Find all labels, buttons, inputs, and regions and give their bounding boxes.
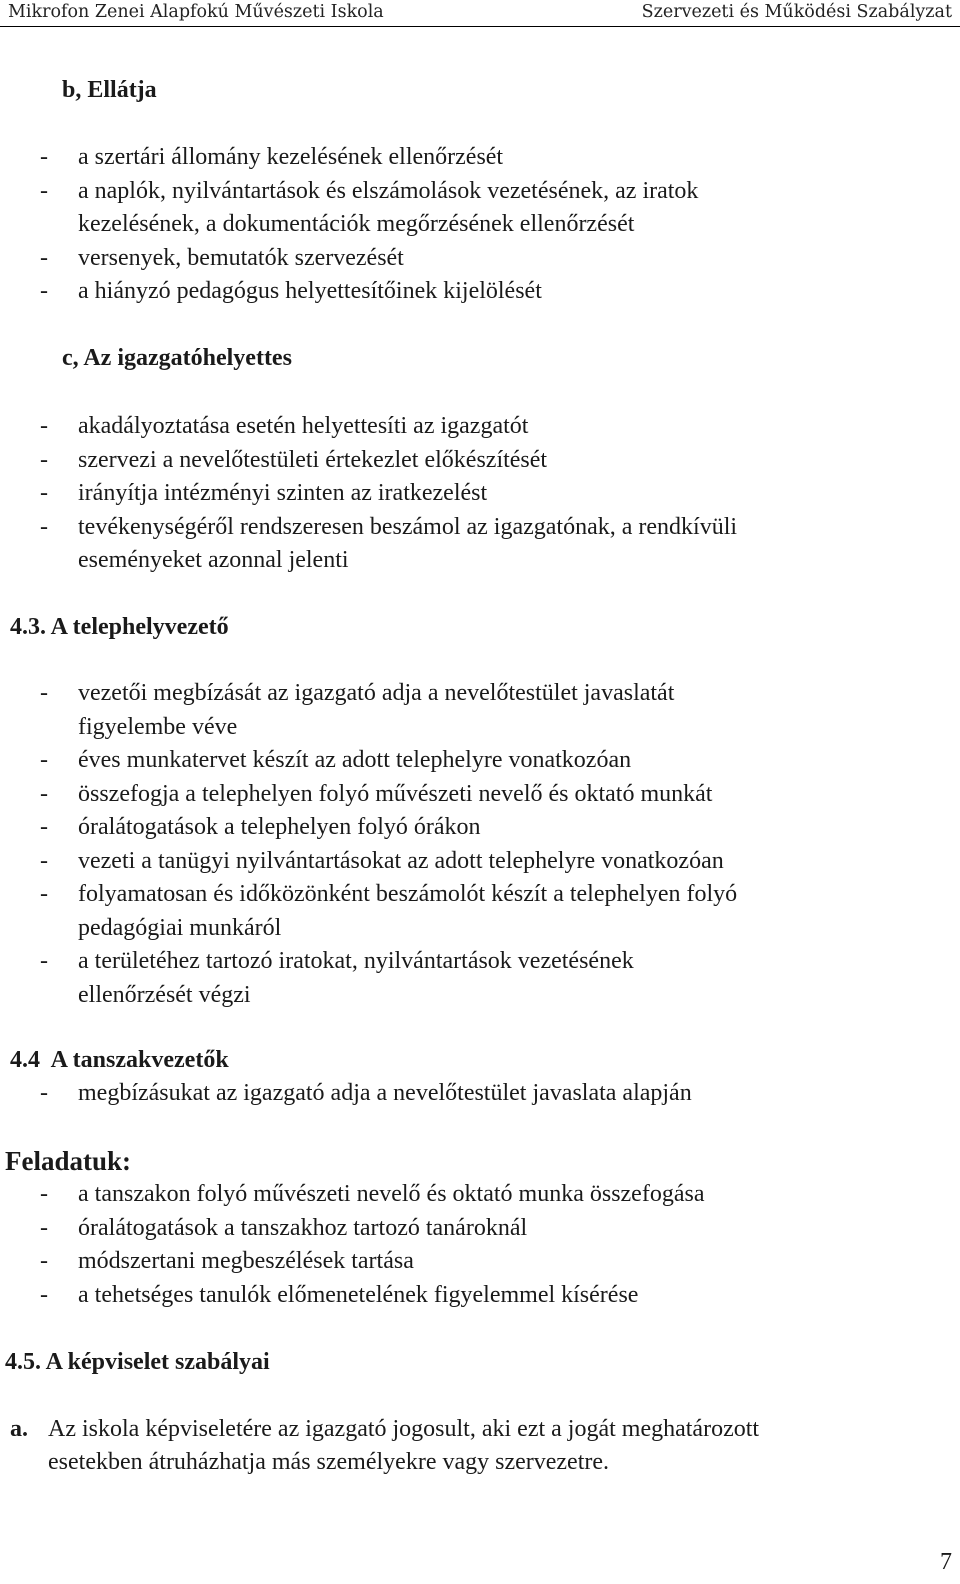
section-b-heading: b, Ellátja	[62, 77, 157, 103]
section-c-heading: c, Az igazgatóhelyettes	[62, 345, 292, 371]
list-item-text: óralátogatások a telephelyen folyó órákon	[78, 814, 481, 840]
list-item-text: a hiányzó pedagógus helyettesítőinek kijelölését	[78, 278, 542, 304]
list-bullet-dash: -	[40, 278, 48, 304]
list-item-text: a naplók, nyilvántartások és elszámolások vezetésének, az iratok	[78, 177, 699, 204]
list-bullet-dash: -	[40, 1080, 48, 1106]
list-bullet-dash: -	[40, 177, 48, 204]
list-item-text: eseményeket azonnal jelenti	[78, 547, 349, 573]
list-bullet-dash: -	[40, 144, 48, 170]
list-bullet-dash: -	[40, 847, 48, 874]
list-bullet-dash: -	[40, 513, 48, 540]
list-item-text: irányítja intézményi szinten az iratkezelést	[78, 480, 488, 506]
list-bullet-dash: -	[40, 244, 48, 271]
list-bullet-dash: -	[40, 1281, 48, 1308]
list-bullet-dash: -	[40, 1181, 48, 1207]
list-item-text: összefogja a telephelyen folyó művészeti nevelő és oktató munkát	[78, 780, 713, 807]
list-bullet-dash: -	[40, 1248, 48, 1274]
list-item-text: a szertári állomány kezelésének ellenőrzését	[78, 144, 504, 170]
list-item-text: tevékenységéről rendszeresen beszámol az igazgatónak, a rendkívüli	[78, 513, 738, 540]
list-item-text: kezelésének, a dokumentációk megőrzésének ellenőrzését	[78, 211, 635, 237]
list-item-text: ellenőrzését végzi	[78, 981, 251, 1008]
paragraph-marker: a.	[10, 1416, 28, 1442]
list-item-text: a tanszakon folyó művészeti nevelő és oktató munka összefogása	[78, 1181, 705, 1207]
list-item-text: folyamatosan és időközönként beszámolót készít a telephelyen folyó	[78, 881, 738, 907]
list-item-text: a területéhez tartozó iratokat, nyilvántartások vezetésének	[78, 948, 634, 974]
list-bullet-dash: -	[40, 814, 48, 840]
paragraph-line: Az iskola képviseletére az igazgató jogosult, aki ezt a jogát meghatározott	[48, 1416, 760, 1442]
feladatuk-heading: Feladatuk:	[5, 1146, 132, 1176]
list-item-text: vezetői megbízását az igazgató adja a nevelőtestület javaslatát	[78, 680, 675, 706]
list-item-text: módszertani megbeszélések tartása	[78, 1248, 414, 1274]
paragraph-line: esetekben átruházhatja más személyekre vagy szervezetre.	[48, 1449, 610, 1475]
list-bullet-dash: -	[40, 948, 48, 974]
header-document-title: Szervezeti és Működési Szabályzat	[641, 2, 952, 22]
list-bullet-dash: -	[40, 1214, 48, 1241]
list-bullet-dash: -	[40, 780, 48, 807]
list-item-text: versenyek, bemutatók szervezését	[78, 244, 404, 271]
list-bullet-dash: -	[40, 413, 48, 439]
list-item-text: óralátogatások a tanszakhoz tartozó tanároknál	[78, 1214, 528, 1241]
list-item-text: megbízásukat az igazgató adja a nevelőtestület javaslata alapján	[78, 1080, 692, 1106]
section-4-4-heading: 4.4 A tanszakvezetők	[10, 1047, 229, 1073]
list-bullet-dash: -	[40, 480, 48, 506]
list-bullet-dash: -	[40, 680, 48, 706]
list-bullet-dash: -	[40, 446, 48, 473]
list-item-text: vezeti a tanügyi nyilvántartásokat az adott telephelyre vonatkozóan	[78, 847, 724, 874]
list-bullet-dash: -	[40, 747, 48, 773]
page-number: 7	[940, 1549, 952, 1575]
list-item-text: figyelembe véve	[78, 713, 238, 740]
header-rule	[0, 26, 960, 27]
header-school-name: Mikrofon Zenei Alapfokú Művészeti Iskola	[8, 2, 384, 22]
section-4-3-heading: 4.3. A telephelyvezető	[10, 614, 229, 640]
list-item-text: pedagógiai munkáról	[78, 914, 282, 941]
list-item-text: akadályoztatása esetén helyettesíti az igazgatót	[78, 413, 529, 439]
section-4-5-heading: 4.5. A képviselet szabályai	[5, 1349, 270, 1375]
page-header	[0, 0, 960, 27]
list-bullet-dash: -	[40, 881, 48, 907]
list-item-text: szervezi a nevelőtestületi értekezlet előkészítését	[78, 446, 548, 473]
list-item-text: a tehetséges tanulók előmenetelének figyelemmel kísérése	[78, 1281, 639, 1308]
list-item-text: éves munkatervet készít az adott telephelyre vonatkozóan	[78, 747, 632, 773]
